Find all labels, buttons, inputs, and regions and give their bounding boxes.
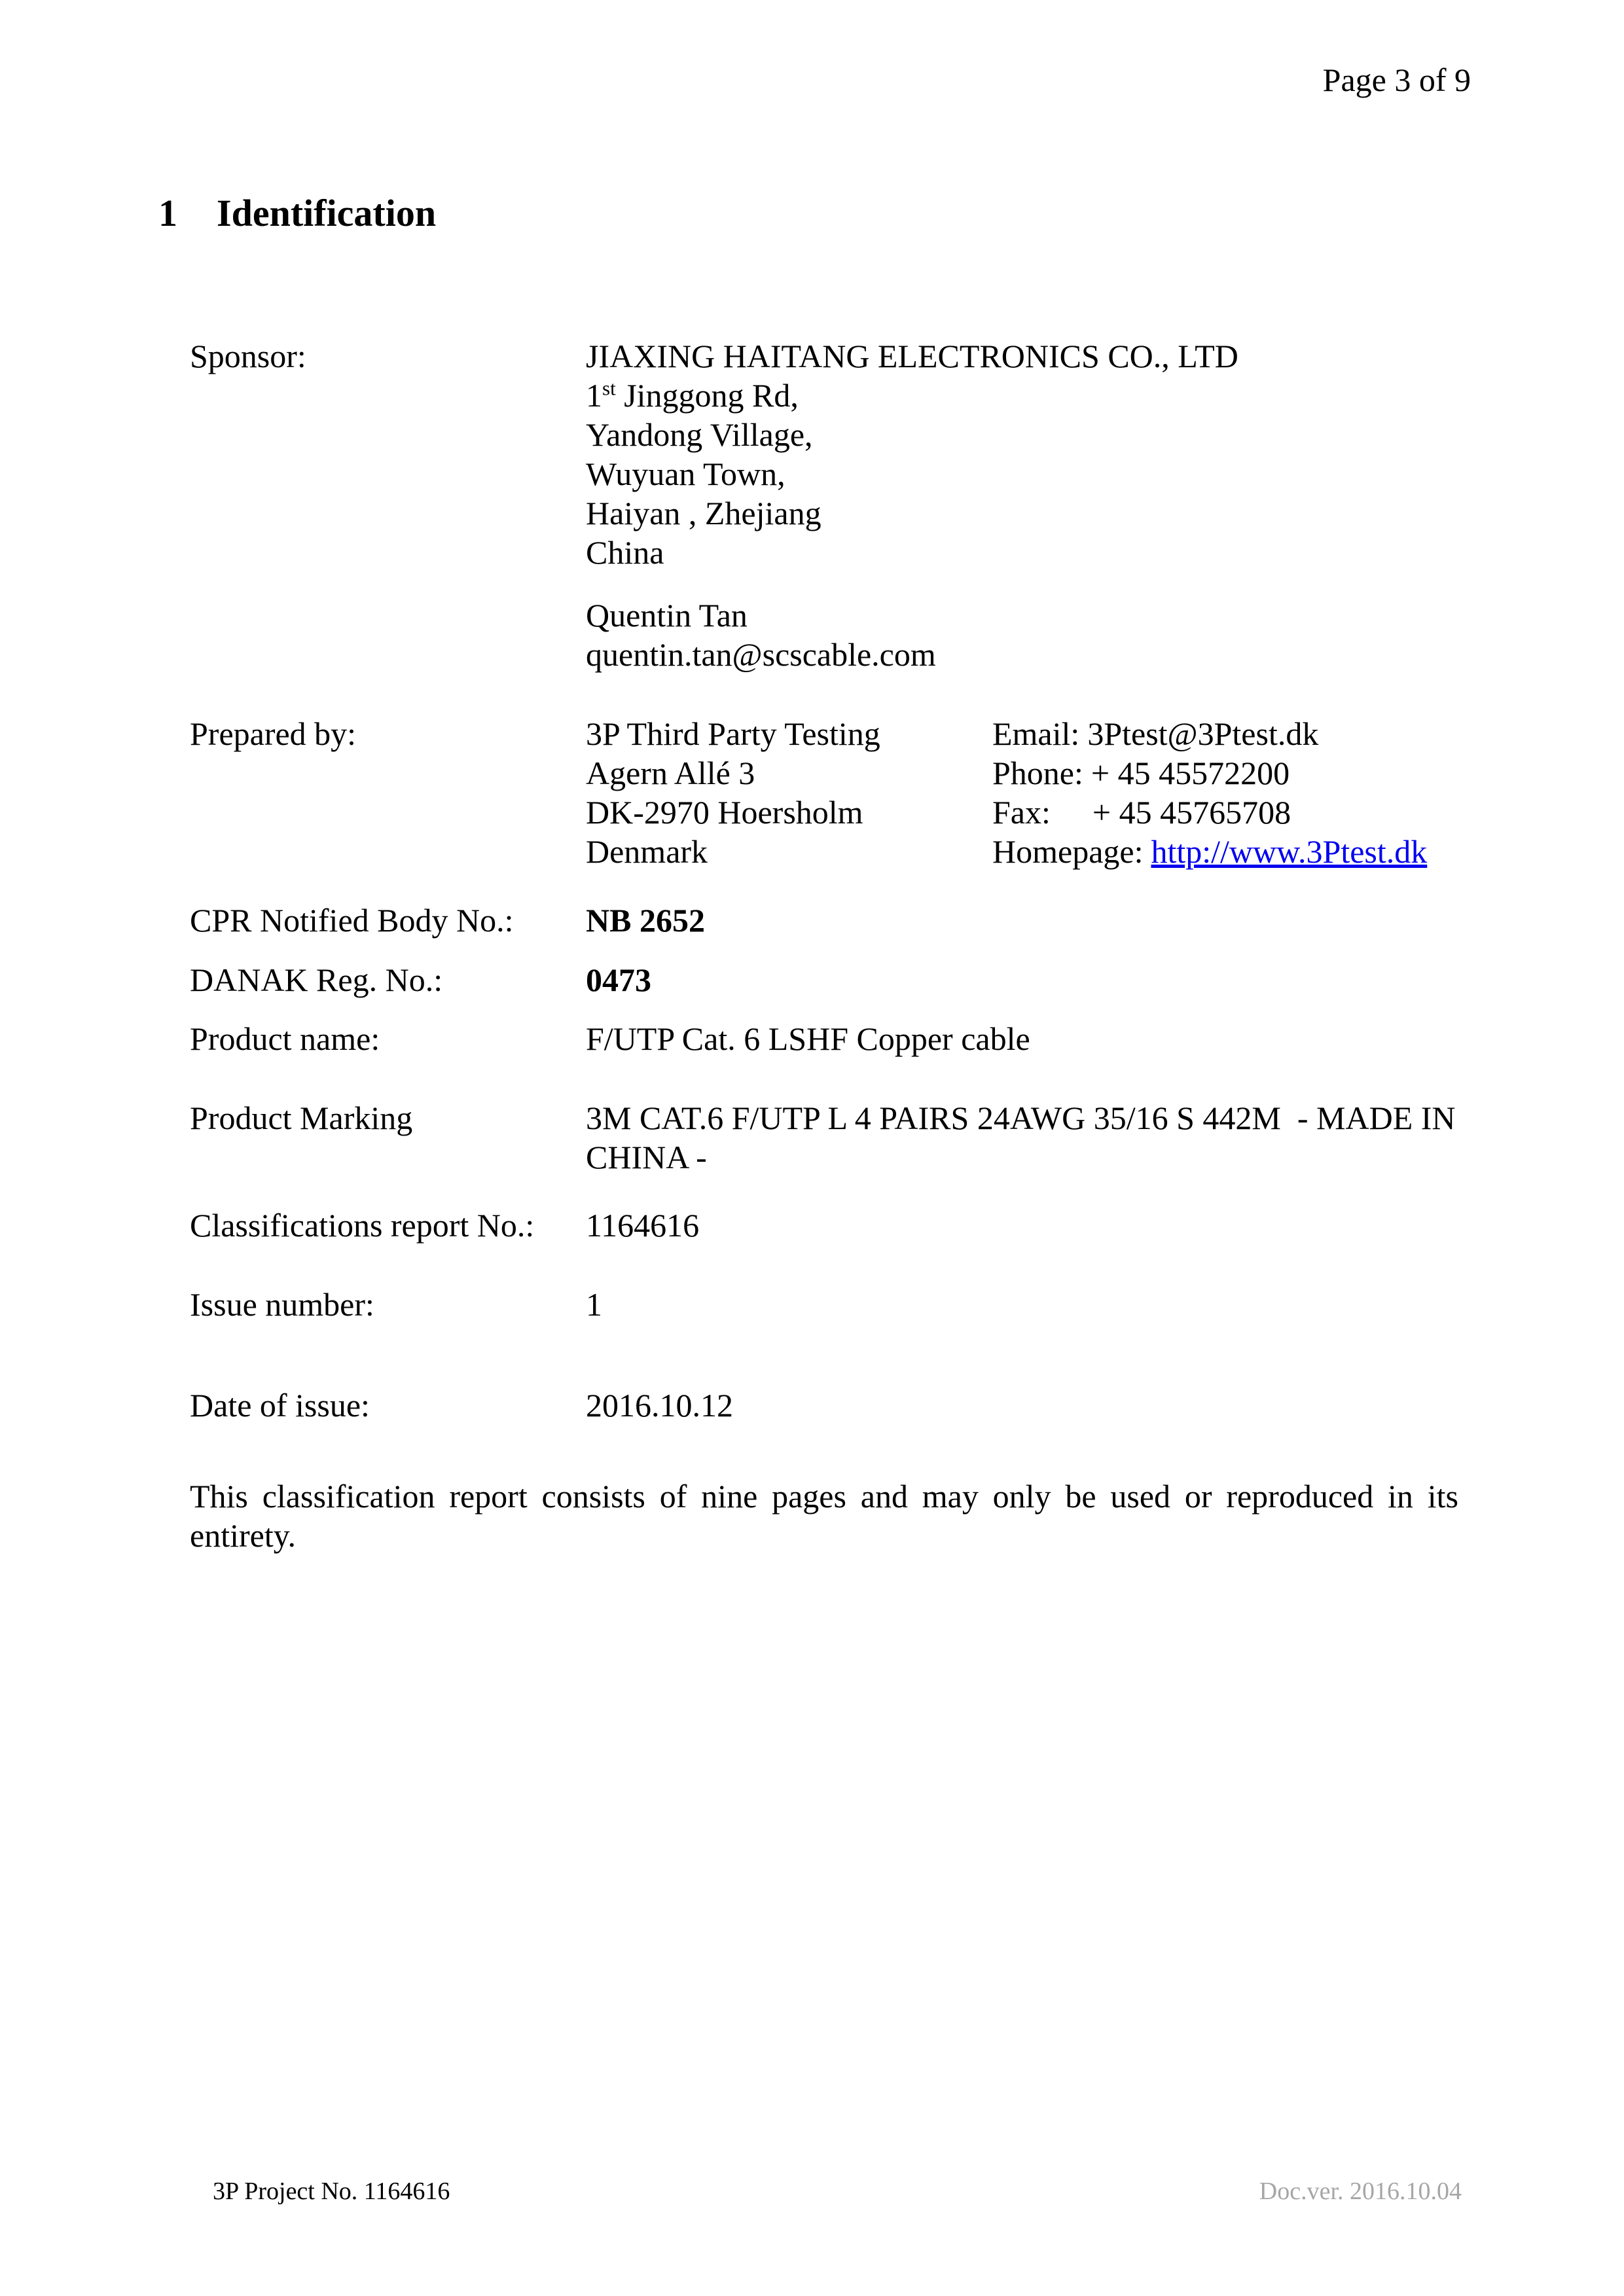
footer-doc-version: Doc.ver. 2016.10.04 (1259, 2178, 1462, 2205)
field-label: CPR Notified Body No.: (190, 902, 514, 939)
prepared-by-row (190, 714, 1460, 871)
sponsor-address-line: Wuyuan Town, (586, 456, 785, 492)
field-value: 0473 (586, 961, 651, 998)
footer-project-number: 3P Project No. 1164616 (213, 2178, 450, 2205)
prepared-by-contact (992, 714, 1460, 871)
sponsor-address-block (586, 336, 1460, 572)
row-product-name (190, 1019, 1460, 1058)
email-label: Email: (992, 715, 1080, 752)
field-value: NB 2652 (586, 902, 705, 939)
field-label: DANAK Reg. No.: (190, 961, 443, 998)
section-title: Identification (217, 192, 437, 234)
field-label: Product Marking (190, 1100, 413, 1136)
sponsor-address-line: China (586, 534, 664, 571)
field-label: Issue number: (190, 1286, 374, 1323)
section-number: 1 (158, 192, 177, 234)
field-label: Date of issue: (190, 1387, 370, 1424)
row-issue-number (190, 1285, 1460, 1324)
prepared-address-line: 3P Third Party Testing (586, 715, 880, 752)
row-product-marking (190, 1098, 1464, 1177)
fax-value: + 45 45765708 (1092, 794, 1291, 831)
street-rest: Jinggong Rd, (615, 377, 799, 414)
entirety-note: This classification report consists of nine pages and may only be used or reproduced in its entirety. (190, 1478, 1458, 1554)
contact-line-homepage (992, 832, 1460, 871)
section-heading (158, 194, 436, 232)
contact-line-phone (992, 753, 1460, 793)
homepage-label: Homepage: (992, 833, 1144, 870)
email-value: 3Ptest@3Ptest.dk (1087, 715, 1319, 752)
prepared-by-address (586, 714, 992, 871)
sponsor-row (190, 336, 1460, 572)
contact-line-email (992, 714, 1460, 753)
sponsor-street-line (586, 376, 1460, 415)
field-label: Product name: (190, 1020, 380, 1057)
row-classifications-report-no (190, 1206, 1460, 1245)
field-value: F/UTP Cat. 6 LSHF Copper cable (586, 1020, 1030, 1057)
field-label: Classifications report No.: (190, 1207, 535, 1244)
contact-email: quentin.tan@scscable.com (586, 636, 936, 673)
field-value: 1 (586, 1286, 602, 1323)
phone-label: Phone: (992, 755, 1083, 791)
row-cpr-notified-body (190, 901, 1460, 940)
page-number: Page 3 of 9 (1322, 62, 1471, 98)
street-number: 1 (586, 377, 602, 414)
homepage-link[interactable]: http://www.3Ptest.dk (1151, 833, 1428, 870)
prepared-by-label: Prepared by: (190, 715, 357, 752)
row-date-of-issue (190, 1386, 1460, 1425)
field-value: 1164616 (586, 1207, 700, 1244)
fax-label: Fax: (992, 794, 1051, 831)
contact-name: Quentin Tan (586, 597, 748, 634)
sponsor-address-line: Yandong Village, (586, 416, 813, 453)
phone-value: + 45 45572200 (1091, 755, 1290, 791)
prepared-address-line: Agern Allé 3 (586, 755, 755, 791)
street-ordinal: st (602, 376, 616, 400)
field-value: 2016.10.12 (586, 1387, 733, 1424)
prepared-address-line: Denmark (586, 833, 708, 870)
sponsor-address-line: Haiyan , Zhejiang (586, 495, 821, 531)
row-danak-reg-no (190, 960, 1460, 999)
prepared-address-line: DK-2970 Hoersholm (586, 794, 863, 831)
contact-line-fax (992, 793, 1460, 832)
sponsor-contact-block (586, 596, 936, 674)
field-value: 3M CAT.6 F/UTP L 4 PAIRS 24AWG 35/16 S 442M - MADE IN CHINA - (586, 1100, 1464, 1175)
sponsor-company: JIAXING HAITANG ELECTRONICS CO., LTD (586, 338, 1238, 374)
sponsor-label: Sponsor: (190, 338, 306, 374)
